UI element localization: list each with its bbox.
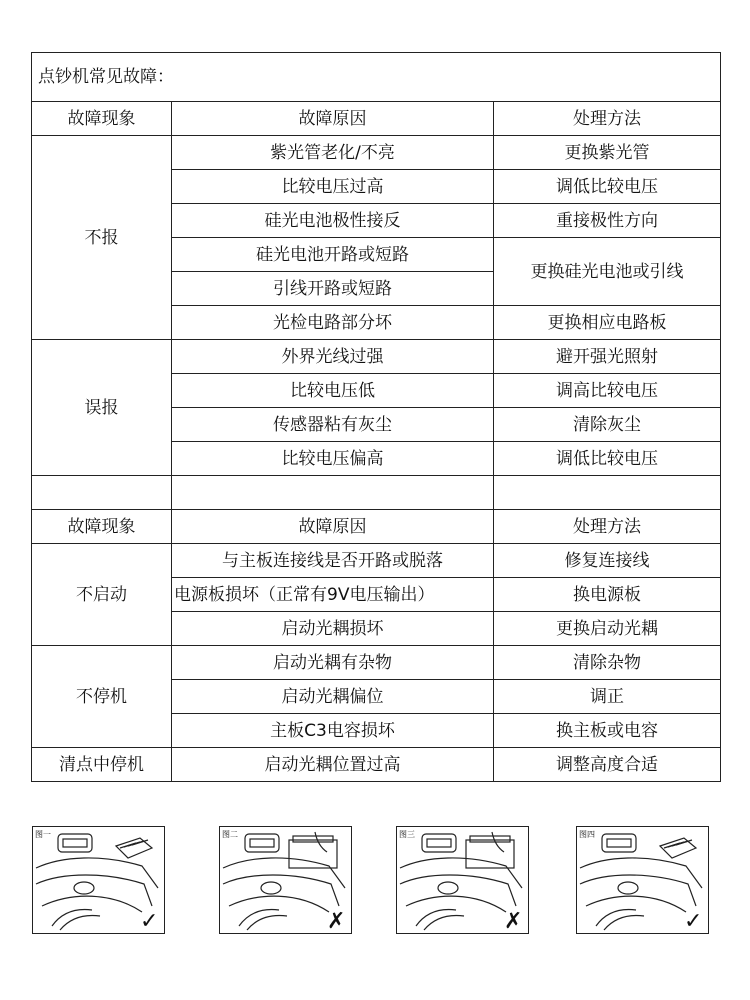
figure-strip [0,826,750,946]
counting-machine-illustration [396,826,529,934]
cause-cell: 电源板损坏（正常有9V电压输出） [172,578,494,612]
cause-cell: 光检电路部分坏 [172,306,494,340]
cause-cell: 启动光耦有杂物 [172,646,494,680]
cause-cell: 启动光耦位置过高 [172,748,494,782]
remedy-cell: 调高比较电压 [494,374,721,408]
remedy-cell: 调低比较电压 [494,442,721,476]
header-row [32,510,721,544]
cause-cell: 引线开路或短路 [172,272,494,306]
counting-machine-illustration [576,826,709,934]
cause-cell: 紫光管老化/不亮 [172,136,494,170]
figure-4 [576,826,709,934]
table-row [32,748,721,782]
remedy-cell: 更换紫光管 [494,136,721,170]
table-row [32,340,721,374]
cross-mark-icon: ✗ [504,909,523,934]
table-row [32,646,721,680]
figure-1 [32,826,165,934]
symptom-cell: 不启动 [32,544,172,646]
remedy-cell: 清除杂物 [494,646,721,680]
remedy-cell: 更换启动光耦 [494,612,721,646]
header-remedy: 处理方法 [494,510,721,544]
table-title: 点钞机常见故障： [32,53,721,102]
remedy-cell: 调低比较电压 [494,170,721,204]
header-remedy: 处理方法 [494,102,721,136]
header-symptom: 故障现象 [32,510,172,544]
cause-cell: 外界光线过强 [172,340,494,374]
remedy-cell: 更换相应电路板 [494,306,721,340]
remedy-cell: 换主板或电容 [494,714,721,748]
remedy-cell: 清除灰尘 [494,408,721,442]
check-mark-icon: ✓ [684,909,703,934]
figure-label: 图四 [579,830,595,839]
check-mark-icon: ✓ [140,909,159,934]
cause-cell: 比较电压过高 [172,170,494,204]
cause-cell: 比较电压偏高 [172,442,494,476]
figure-label: 图二 [222,830,238,839]
cause-cell: 硅光电池开路或短路 [172,238,494,272]
table-row [32,136,721,170]
table-row [32,544,721,578]
figure-2 [219,826,352,934]
cause-cell: 硅光电池极性接反 [172,204,494,238]
cause-cell: 传感器粘有灰尘 [172,408,494,442]
header-row [32,102,721,136]
symptom-cell: 不报 [32,136,172,340]
counting-machine-illustration [32,826,165,934]
header-symptom: 故障现象 [32,102,172,136]
figure-label: 图一 [35,830,51,839]
figure-3 [396,826,529,934]
title-row [32,53,721,102]
remedy-cell: 调整高度合适 [494,748,721,782]
symptom-cell: 清点中停机 [32,748,172,782]
header-cause: 故障原因 [172,102,494,136]
counting-machine-illustration [219,826,352,934]
empty-row [32,476,721,510]
remedy-cell: 换电源板 [494,578,721,612]
empty-cell [32,476,172,510]
remedy-cell: 修复连接线 [494,544,721,578]
empty-cell [494,476,721,510]
cause-cell: 与主板连接线是否开路或脱落 [172,544,494,578]
cause-cell: 主板C3电容损坏 [172,714,494,748]
remedy-cell: 更换硅光电池或引线 [494,238,721,306]
figure-label: 图三 [399,830,415,839]
cause-cell: 启动光耦偏位 [172,680,494,714]
symptom-cell: 误报 [32,340,172,476]
cause-cell: 比较电压低 [172,374,494,408]
cause-cell: 启动光耦损坏 [172,612,494,646]
header-cause: 故障原因 [172,510,494,544]
cross-mark-icon: ✗ [327,909,346,934]
remedy-cell: 重接极性方向 [494,204,721,238]
remedy-cell: 避开强光照射 [494,340,721,374]
fault-table [31,52,721,782]
empty-cell [172,476,494,510]
remedy-cell: 调正 [494,680,721,714]
symptom-cell: 不停机 [32,646,172,748]
